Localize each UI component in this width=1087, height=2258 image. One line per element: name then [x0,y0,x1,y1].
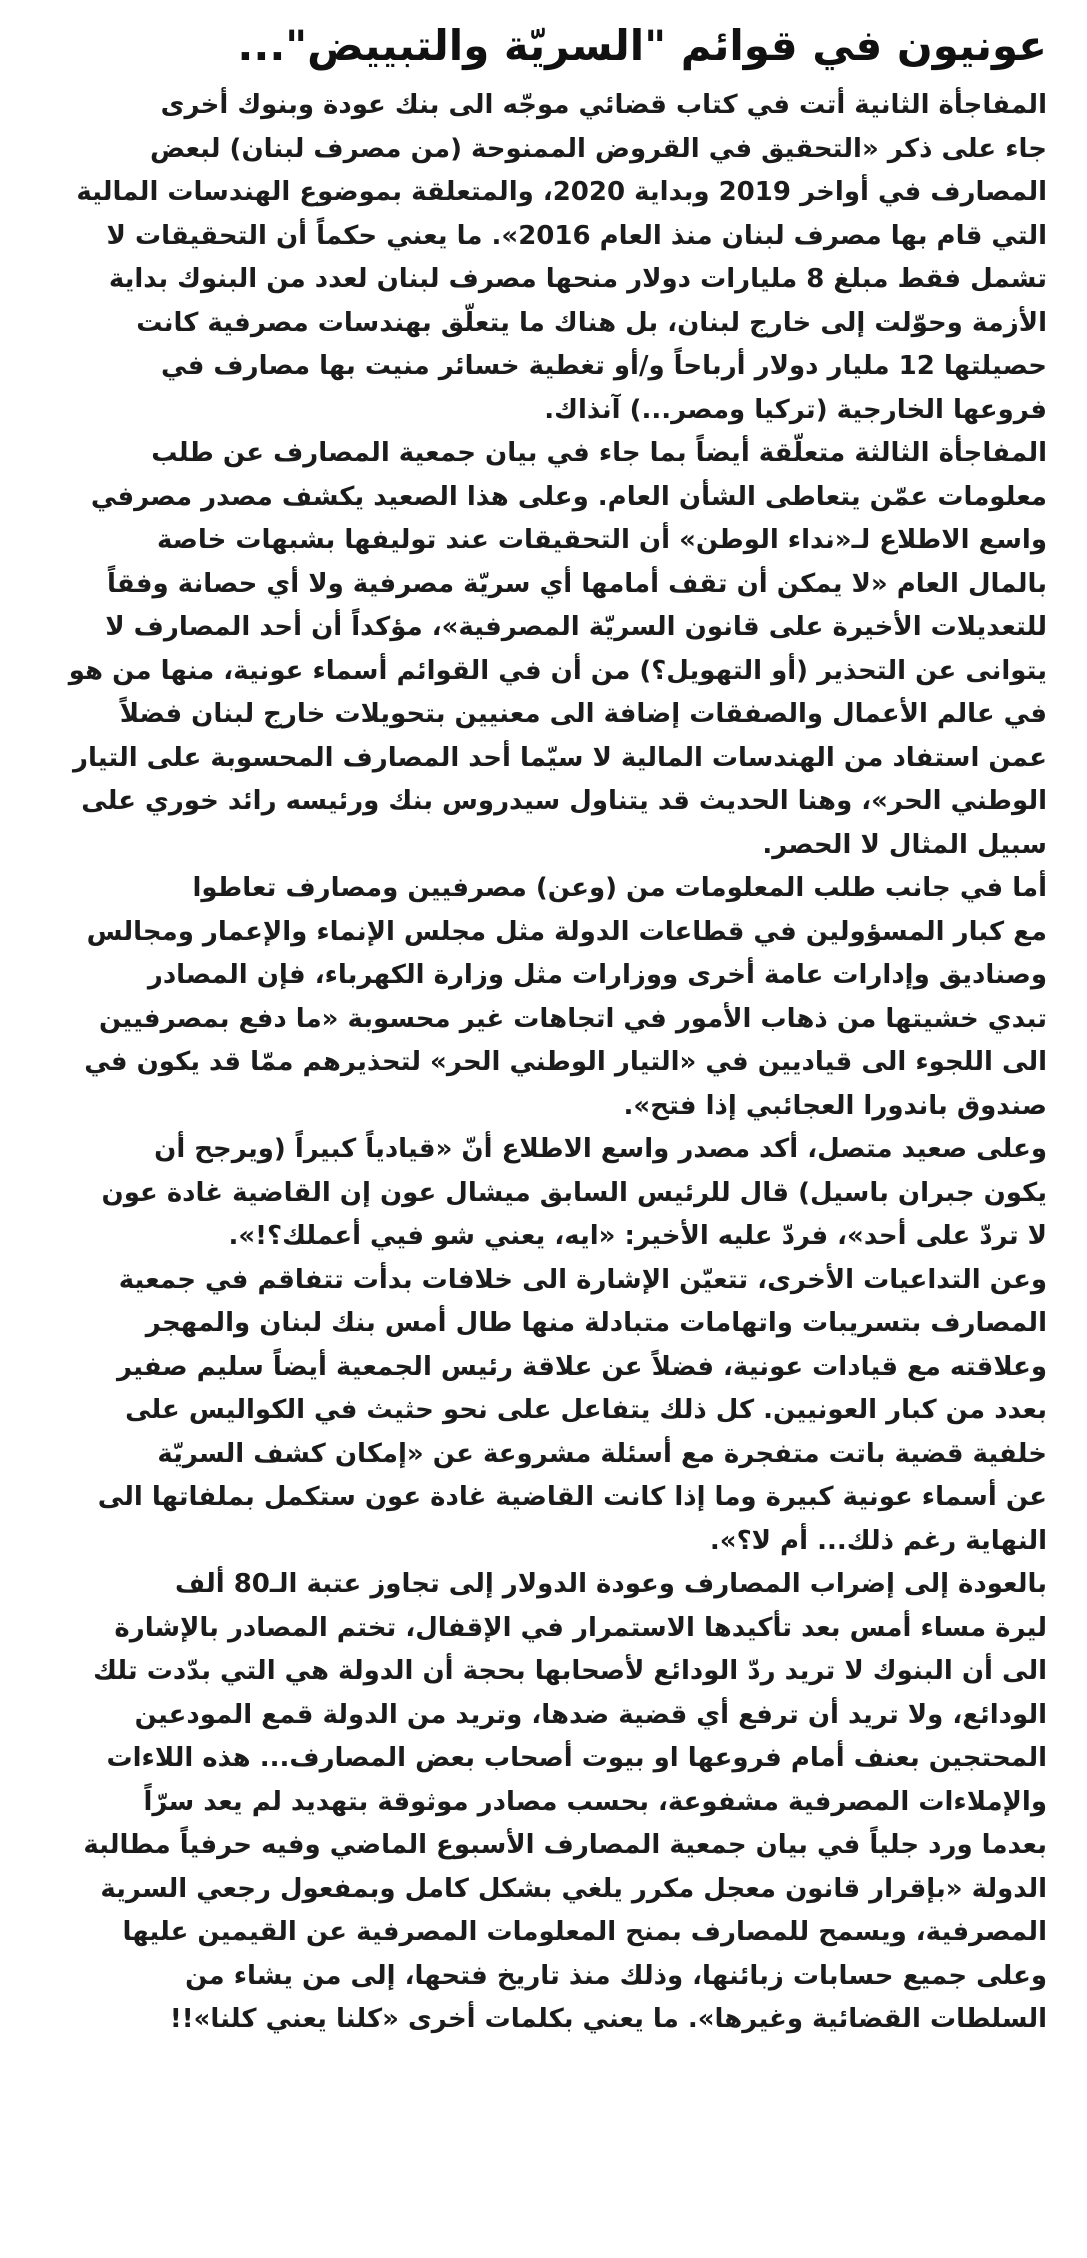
paragraph-line: معلومات عمّن يتعاطى الشأن العام. وعلى هذا الصعيد يكشف مصدر مصرفي [90,481,1047,512]
paragraph-line: والإملاءات المصرفية مشفوعة، بحسب مصادر موثوقة بتهديد لم يعد سرّاً [143,1786,1047,1817]
paragraph-line: الوطني الحر»، وهنا الحديث قد يتناول سيدروس بنك ورئيسه رائد خوري على [81,786,1047,816]
paragraph-line: الأزمة وحوّلت إلى خارج لبنان، بل هناك ما يتعلّق بهندسات مصرفية كانت [136,307,1047,338]
paragraph-line: التي قام بها مصرف لبنان منذ العام 2016». ما يعني حكماً أن التحقيقات لا [106,220,1047,251]
paragraph-line: تبدي خشيتها من ذهاب الأمور في اتجاهات غير محسوبة «ما دفع بمصرفيين [98,1003,1047,1034]
paragraph-line: تشمل فقط مبلغ 8 مليارات دولار منحها مصرف لبنان لعدد من البنوك بداية [108,264,1047,294]
paragraph-line: وعلاقته مع قيادات عونية، فضلاً عن علاقة رئيس الجمعية أيضاً سليم صفير [116,1351,1047,1382]
paragraph-line: يكون جبران باسيل) قال للرئيس السابق ميشال عون إن القاضية غادة عون [101,1177,1047,1208]
paragraph-line: المصرفية، ويسمح للمصارف بمنح المعلومات المصرفية عن القيمين عليها [122,1917,1047,1947]
paragraph-line: سبيل المثال لا الحصر. [762,829,1047,860]
paragraph-line: فروعها الخارجية (تركيا ومصر...) آنذاك. [544,394,1047,425]
paragraph-line: حصيلتها 12 مليار دولار أرباحاً و/أو تغطية خسائر منيت بها مصارف في [161,351,1047,381]
paragraph-line: للتعديلات الأخيرة على قانون السريّة المصرفية»، مؤكداً أن أحد المصارف لا [105,612,1047,642]
paragraph-line: واسع الاطلاع لـ«نداء الوطن» أن التحقيقات عند توليفها بشبهات خاصة [156,525,1047,555]
paragraph-line: لا تردّ على أحد»، فردّ عليه الأخير: «ايه، يعني شو فيي أعملك؟!». [228,1221,1047,1251]
paragraph-line: يتوانى عن التحذير (أو التهويل؟) من أن في القوائم أسماء عونية، منها من هو [68,655,1047,686]
paragraph-line: المصارف بتسريبات واتهامات متبادلة منها طال أمس بنك لبنان والمهجر [145,1308,1047,1338]
paragraph-line: النهاية رغم ذلك... أم لا؟». [709,1525,1047,1556]
paragraph-line: وعلى صعيد متصل، أكد مصدر واسع الاطلاع أنّ «قيادياً كبيراً (ويرجح أن [154,1134,1047,1164]
paragraph-line: بالمال العام «لا يمكن أن تقف أمامها أي سريّة مصرفية ولا أي حصانة وفقاً [107,568,1047,599]
article-paragraph [40,1259,1047,1564]
paragraph-line: عمن استفاد من الهندسات المالية لا سيّما أحد المصارف المحسوبة على التيار [72,742,1047,773]
paragraph-line: أما في جانب طلب المعلومات من (وعن) مصرفيين ومصارف تعاطوا [192,873,1047,903]
paragraph-line: الدولة «بإقرار قانون معجل مكرر يلغي بشكل كامل وبمفعول رجعي السرية [100,1873,1047,1904]
paragraph-line: المصارف في أواخر 2019 وبداية 2020، والمتعلقة بموضوع الهندسات المالية [76,177,1047,207]
article-paragraph [40,432,1047,867]
paragraph-line: عن أسماء عونية كبيرة وما إذا كانت القاضية غادة عون ستكمل بملفاتها الى [97,1482,1047,1512]
paragraph-line: المفاجأة الثالثة متعلّقة أيضاً بما جاء في بيان جمعية المصارف عن طلب [151,438,1047,468]
paragraph-line: الودائع، ولا تريد أن ترفع أي قضية ضدها، وتريد من الدولة قمع المودعين [134,1699,1047,1730]
paragraph-line: خلفية قضية باتت متفجرة مع أسئلة مشروعة عن «إمكان كشف السريّة [157,1438,1047,1469]
paragraph-line: بالعودة إلى إضراب المصارف وعودة الدولار إلى تجاوز عتبة الـ80 ألف [175,1569,1047,1599]
paragraph-line: بعدد من كبار العونيين. كل ذلك يتفاعل على نحو حثيث في الكواليس على [125,1395,1047,1425]
paragraph-line: الى أن البنوك لا تريد ردّ الودائع لأصحابها بحجة أن الدولة هي التي بدّدت تلك [93,1656,1047,1686]
paragraph-line: الى اللجوء الى قياديين في «التيار الوطني الحر» لتحذيرهم ممّا قد يكون في [84,1047,1047,1077]
paragraph-line: ليرة مساء أمس بعد تأكيدها الاستمرار في الإقفال، تختم المصادر بالإشارة [114,1612,1047,1643]
newspaper-article [40,18,1047,2042]
paragraph-line: في عالم الأعمال والصفقات إضافة الى معنيين بتحويلات خارج لبنان فضلاً [119,699,1047,729]
paragraph-line: مع كبار المسؤولين في قطاعات الدولة مثل مجلس الإنماء والإعمار ومجالس [86,916,1047,947]
paragraph-line: بعدما ورد جلياً في بيان جمعية المصارف الأسبوع الماضي وفيه حرفياً مطالبة [83,1830,1047,1860]
paragraph-line: المفاجأة الثانية أتت في كتاب قضائي موجّه الى بنك عودة وبنوك أخرى [160,90,1047,120]
paragraph-line: المحتجين بعنف أمام فروعها او بيوت أصحاب بعض المصارف... هذه اللاءات [106,1743,1047,1773]
article-paragraph [40,1563,1047,2042]
paragraph-line: السلطات القضائية وغيرها». ما يعني بكلمات أخرى «كلنا يعني كلنا»!! [169,2004,1047,2034]
paragraph-line: جاء على ذكر «التحقيق في القروض الممنوحة (من مصرف لبنان) لبعض [149,133,1047,164]
paragraph-line: صندوق باندورا العجائبي إذا فتح». [623,1090,1047,1121]
article-paragraph [40,84,1047,432]
paragraph-line: وعن التداعيات الأخرى، تتعيّن الإشارة الى خلافات بدأت تتفاقم في جمعية [118,1264,1047,1295]
article-paragraph [40,867,1047,1128]
paragraph-line: وعلى جميع حسابات زبائنها، وذلك منذ تاريخ فتحها، إلى من يشاء من [185,1960,1047,1991]
article-headline: عونيون في قوائم "السريّة والتبييض"... [237,21,1047,70]
article-paragraph [40,1128,1047,1259]
paragraph-line: وصناديق وإدارات عامة أخرى ووزارات مثل وزارة الكهرباء، فإن المصادر [147,960,1047,990]
article-body [40,84,1047,2042]
